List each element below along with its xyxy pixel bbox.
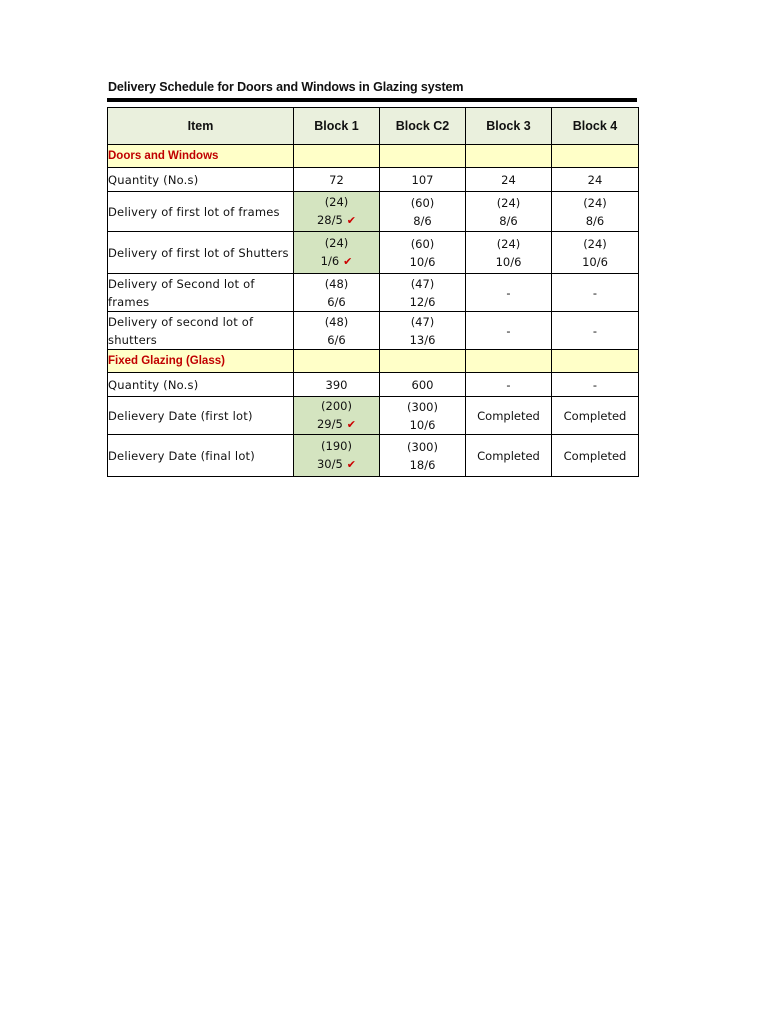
cell-date: 12/6: [409, 294, 436, 309]
table-row: [108, 168, 639, 192]
column-header-item: Item: [108, 108, 294, 145]
table-row: [108, 192, 639, 232]
cell-value: -: [506, 285, 511, 300]
cell-block-1: [294, 274, 380, 312]
cell-block-3: [466, 373, 552, 397]
cell-quantity: (60): [410, 236, 435, 251]
cell-date: 13/6: [409, 332, 436, 347]
cell-block-4: [552, 435, 639, 477]
section-cell: [380, 145, 466, 168]
table-row: [108, 274, 639, 312]
column-header-block-1: Block 1: [294, 108, 380, 145]
header-row: [108, 108, 639, 145]
cell-block-c2: [380, 192, 466, 232]
cell-date: 29/5: [316, 417, 343, 431]
section-cell: [552, 145, 639, 168]
cell-quantity: (60): [410, 195, 435, 210]
cell-date: 8/6: [585, 213, 605, 228]
cell-block-4: [552, 312, 639, 350]
section-title: Fixed Glazing (Glass): [108, 350, 294, 373]
cell-status: Completed: [477, 448, 540, 463]
section-cell: [294, 145, 380, 168]
row-label: Delivery of first lot of frames: [108, 192, 294, 232]
cell-block-3: [466, 274, 552, 312]
cell-quantity: (47): [410, 314, 435, 329]
cell-block-3: [466, 168, 552, 192]
cell-block-4: [552, 232, 639, 274]
cell-status: Completed: [563, 408, 627, 423]
checkmark-icon: ✔: [343, 255, 353, 268]
cell-status: Completed: [563, 448, 627, 463]
row-label: Quantity (No.s): [108, 373, 294, 397]
cell-value: -: [592, 377, 598, 392]
section-cell: [552, 350, 639, 373]
cell-value: -: [592, 323, 598, 338]
cell-date: 6/6: [327, 332, 346, 347]
column-header-block-3: Block 3: [466, 108, 552, 145]
cell-status: Completed: [477, 408, 540, 423]
checkmark-icon: ✔: [346, 458, 357, 471]
cell-value: 24: [501, 172, 516, 187]
cell-quantity: (24): [583, 195, 607, 210]
cell-date: 1/6: [320, 254, 340, 268]
cell-value: -: [506, 377, 511, 392]
cell-block-1: [294, 312, 380, 350]
cell-date: 30/5: [316, 457, 343, 471]
row-label: Quantity (No.s): [108, 168, 294, 192]
checkmark-icon: ✔: [346, 214, 357, 227]
cell-value: -: [506, 323, 511, 338]
cell-quantity: (47): [410, 276, 435, 291]
cell-quantity: (24): [583, 236, 607, 251]
cell-block-3: [466, 397, 552, 435]
column-header-block-4: Block 4: [552, 108, 639, 145]
cell-block-3: [466, 312, 552, 350]
cell-date-line: [294, 455, 379, 474]
section-row-doors-windows: [108, 145, 639, 168]
cell-block-1: [294, 435, 380, 477]
cell-block-4: [552, 168, 639, 192]
row-label: Delivery of second lot of shutters: [108, 312, 294, 350]
cell-block-c2: [380, 397, 466, 435]
cell-value: -: [592, 285, 598, 300]
cell-quantity: (24): [324, 195, 349, 209]
cell-block-c2: [380, 168, 466, 192]
cell-date: 10/6: [409, 417, 436, 432]
cell-quantity: (48): [324, 276, 349, 291]
cell-date-line: [294, 252, 379, 271]
section-title: Doors and Windows: [108, 145, 294, 168]
cell-quantity: (300): [407, 439, 438, 454]
cell-date: 6/6: [327, 294, 346, 309]
section-cell: [294, 350, 380, 373]
cell-block-1: [294, 168, 380, 192]
cell-date: 10/6: [582, 254, 608, 269]
cell-block-1: [294, 397, 380, 435]
cell-block-c2: [380, 435, 466, 477]
cell-value: 390: [325, 377, 348, 392]
row-label: Delivery of Second lot of frames: [108, 274, 294, 312]
cell-quantity: (300): [407, 399, 438, 414]
table-row: [108, 232, 639, 274]
row-label: Delievery Date (first lot): [108, 397, 294, 435]
section-cell: [466, 145, 552, 168]
table-row: [108, 312, 639, 350]
cell-block-c2: [380, 232, 466, 274]
checkmark-icon: ✔: [346, 418, 357, 431]
table-row: [108, 373, 639, 397]
cell-block-3: [466, 192, 552, 232]
cell-date: 10/6: [495, 254, 522, 269]
cell-date: 18/6: [409, 457, 436, 472]
section-row-fixed-glazing: [108, 350, 639, 373]
table-row: [108, 397, 639, 435]
cell-date: 10/6: [409, 254, 436, 269]
cell-value: 24: [587, 172, 603, 187]
cell-block-c2: [380, 274, 466, 312]
delivery-schedule-table: [107, 107, 639, 477]
cell-block-1: [294, 232, 380, 274]
document-title: Delivery Schedule for Doors and Windows in Glazing system: [108, 80, 464, 94]
cell-quantity: (24): [496, 236, 521, 251]
cell-date: 28/5: [316, 213, 343, 227]
cell-quantity: (24): [324, 236, 349, 250]
cell-quantity: (24): [496, 195, 521, 210]
cell-date: 8/6: [499, 213, 518, 228]
cell-date-line: [294, 211, 379, 230]
column-header-block-c2: Block C2: [380, 108, 466, 145]
table-row: [108, 435, 639, 477]
section-cell: [466, 350, 552, 373]
cell-block-1: [294, 192, 380, 232]
row-label: Delievery Date (final lot): [108, 435, 294, 477]
row-label: Delivery of first lot of Shutters: [108, 232, 294, 274]
cell-quantity: (190): [321, 439, 352, 453]
cell-block-4: [552, 274, 639, 312]
title-underline: [107, 98, 637, 102]
cell-block-4: [552, 373, 639, 397]
cell-value: 107: [411, 172, 434, 187]
cell-block-3: [466, 232, 552, 274]
cell-block-3: [466, 435, 552, 477]
cell-date-line: [294, 415, 379, 434]
section-cell: [380, 350, 466, 373]
cell-quantity: (48): [324, 314, 349, 329]
cell-date: 8/6: [413, 213, 432, 228]
cell-block-c2: [380, 373, 466, 397]
cell-value: 72: [329, 172, 344, 187]
cell-block-4: [552, 192, 639, 232]
cell-quantity: (200): [321, 399, 352, 413]
cell-block-4: [552, 397, 639, 435]
cell-block-1: [294, 373, 380, 397]
cell-block-c2: [380, 312, 466, 350]
cell-value: 600: [411, 377, 434, 392]
